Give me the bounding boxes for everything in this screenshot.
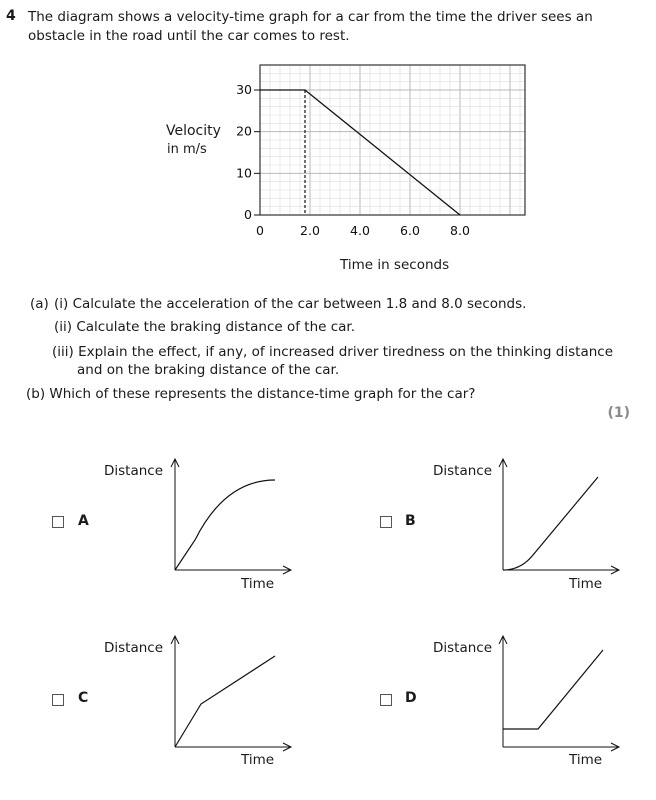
- question-number: 4: [6, 8, 16, 24]
- question-stem-line-2: obstacle in the road until the car comes to rest.: [28, 28, 350, 44]
- option-a-letter: A: [78, 513, 89, 529]
- chart-ticks: [254, 90, 260, 215]
- option-d-curve: [503, 650, 603, 729]
- x-axis-label: Time in seconds: [340, 257, 450, 273]
- question-stem: [28, 8, 628, 46]
- chart-grid: [260, 65, 525, 215]
- y-axis-label-line-2: in m/s: [167, 142, 207, 157]
- option-c-ylabel: Distance: [104, 640, 164, 656]
- part-a-i: (i) Calculate the acceleration of the car between 1.8 and 8.0 seconds.: [54, 296, 527, 312]
- option-b-checkbox[interactable]: [380, 516, 392, 528]
- y-tick-label: 10: [236, 165, 252, 181]
- part-a-iii-line-2: and on the braking distance of the car.: [77, 362, 340, 378]
- x-tick-label: 2.0: [300, 223, 320, 238]
- option-d-letter: D: [405, 690, 417, 706]
- x-tick-label: 8.0: [450, 223, 470, 238]
- option-c-graph: [165, 632, 295, 757]
- option-b-xlabel: Time: [569, 576, 603, 592]
- option-a-checkbox[interactable]: [52, 516, 64, 528]
- velocity-time-chart: [200, 55, 540, 250]
- x-tick-label: 0: [256, 223, 264, 238]
- option-b-letter: B: [405, 513, 416, 529]
- option-c-curve: [175, 656, 275, 747]
- y-tick-label: 0: [244, 207, 252, 222]
- option-b-ylabel: Distance: [433, 463, 493, 479]
- option-d-xlabel: Time: [569, 752, 603, 768]
- option-c-letter: C: [78, 690, 89, 706]
- option-d-ylabel: Distance: [433, 640, 493, 656]
- option-a-curve: [175, 480, 275, 570]
- option-c-checkbox[interactable]: [52, 694, 64, 706]
- y-tick-label: 20: [236, 123, 252, 139]
- part-b: (b) Which of these represents the distance-time graph for the car?: [26, 386, 476, 402]
- option-b-graph: [493, 455, 623, 580]
- x-tick-label: 4.0: [350, 223, 370, 238]
- y-axis-label-line-1: Velocity: [166, 123, 221, 139]
- option-a-ylabel: Distance: [104, 463, 164, 479]
- part-a-iii-line-1: (iii) Explain the effect, if any, of increased driver tiredness on the thinking distance: [52, 344, 614, 360]
- part-a-label: (a): [30, 296, 49, 312]
- question-stem-line-1: The diagram shows a velocity-time graph for a car from the time the driver sees an: [28, 9, 593, 25]
- option-d-graph: [493, 632, 623, 757]
- option-a-graph: [165, 455, 295, 580]
- marks-indicator: (1): [607, 405, 630, 421]
- option-d-checkbox[interactable]: [380, 694, 392, 706]
- option-c-xlabel: Time: [241, 752, 275, 768]
- option-b-curve: [503, 477, 598, 570]
- part-a-ii: (ii) Calculate the braking distance of the car.: [54, 319, 356, 335]
- y-tick-label: 30: [236, 82, 252, 97]
- option-a-xlabel: Time: [241, 576, 275, 592]
- x-tick-label: 6.0: [400, 223, 420, 238]
